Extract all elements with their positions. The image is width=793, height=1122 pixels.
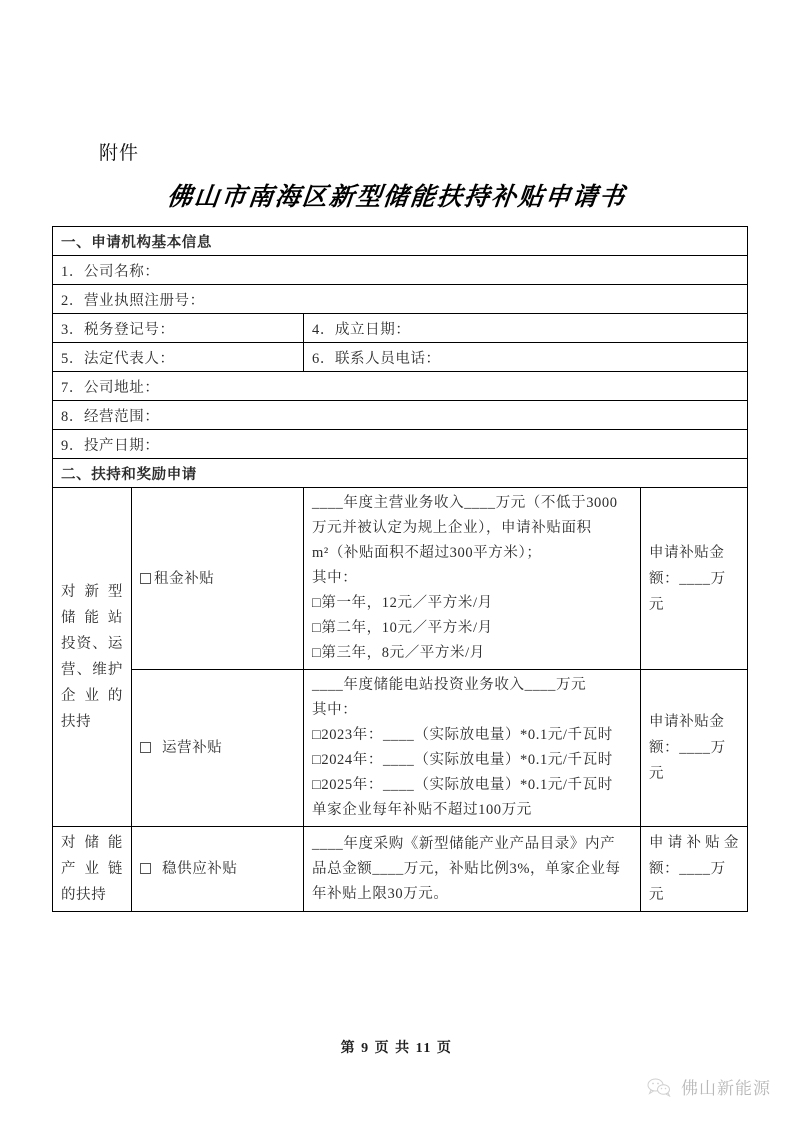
table-row <box>53 459 748 488</box>
checkbox-operation-subsidy[interactable] <box>140 742 151 753</box>
table-row <box>53 227 748 256</box>
category-line: 扶持 <box>61 714 92 730</box>
table-row <box>53 670 748 827</box>
amount-line: 申请补贴金 <box>649 544 725 561</box>
field-contact-phone[interactable]: 6．联系人员电话： <box>304 343 748 372</box>
checkbox-stable-supply-subsidy[interactable] <box>140 863 151 874</box>
category-line: 投资、运 <box>61 636 123 652</box>
subsidy-type-label: 运营补贴 <box>162 740 223 756</box>
detail-line: m²（补贴面积不超过300平方米）； <box>312 545 542 561</box>
amount-field-rent[interactable] <box>641 488 748 670</box>
detail-line: ____年度采购《新型储能产业产品目录》内产 <box>312 835 616 852</box>
detail-line: 年补贴上限30万元。 <box>312 885 449 902</box>
detail-line-option[interactable]: □第一年，12元／平方米/月 <box>312 595 493 611</box>
detail-line-option[interactable]: □2024年：____（实际放电量）*0.1元/千瓦时 <box>312 752 613 768</box>
watermark-label: 佛山新能源 <box>681 1079 771 1098</box>
amount-line: 申请补贴金 <box>649 714 725 730</box>
subsidy-type-rent[interactable] <box>132 488 304 670</box>
detail-line: 品总金额____万元，补贴比例3%，单家企业每 <box>312 860 621 877</box>
amount-line: 额：____万 <box>649 740 726 756</box>
amount-line: 元 <box>649 596 665 613</box>
page-title: 佛山市南海区新型储能扶持补贴申请书 <box>165 184 628 211</box>
checkbox-rent-subsidy[interactable] <box>140 573 151 584</box>
detail-line: ____年度储能电站投资业务收入____万元 <box>312 677 587 693</box>
subsidy-detail-rent[interactable] <box>304 488 641 670</box>
table-row <box>53 285 748 314</box>
table-row <box>53 488 748 670</box>
category-line: 对新型 <box>61 584 123 600</box>
field-production-date[interactable]: 9．投产日期： <box>53 430 748 459</box>
table-row <box>53 314 748 343</box>
subsidy-detail-operation[interactable] <box>304 670 641 827</box>
field-business-scope[interactable]: 8．经营范围： <box>53 401 748 430</box>
amount-line: 额：____万 <box>649 570 726 587</box>
table-row <box>53 827 748 912</box>
detail-line-option[interactable]: □2023年：____（实际放电量）*0.1元/千瓦时 <box>312 727 613 743</box>
detail-line: 其中： <box>312 570 358 586</box>
detail-line-option[interactable]: □2025年：____（实际放电量）*0.1元/千瓦时 <box>312 777 613 793</box>
table-row <box>53 372 748 401</box>
field-company-address[interactable]: 7．公司地址： <box>53 372 748 401</box>
section-one-heading: 一、申请机构基本信息 <box>53 227 748 256</box>
subsidy-type-label: 租金补贴 <box>154 570 215 587</box>
detail-line-option[interactable]: □第三年，8元／平方米/月 <box>312 645 485 661</box>
amount-line: 申请补贴金 <box>649 835 739 851</box>
wechat-logo-icon <box>646 1077 672 1097</box>
detail-line: 其中： <box>312 702 358 718</box>
section-two-heading: 二、扶持和奖励申请 <box>53 459 748 488</box>
category-name-industry-chain <box>53 827 132 912</box>
amount-line: 元 <box>649 766 665 782</box>
category-line: 的扶持 <box>61 887 107 903</box>
amount-line: 元 <box>649 887 665 903</box>
page-number-footer: 第 9 页 共 11 页 <box>340 1041 453 1056</box>
application-form-table <box>52 226 748 912</box>
table-row <box>53 401 748 430</box>
subsidy-detail-stable-supply[interactable] <box>304 827 641 912</box>
amount-field-stable-supply[interactable] <box>641 827 748 912</box>
category-line: 营、维护 <box>61 662 123 678</box>
detail-line: 单家企业每年补贴不超过100万元 <box>312 802 532 818</box>
subsidy-type-stable-supply[interactable] <box>132 827 304 912</box>
field-business-license-no[interactable]: 2．营业执照注册号： <box>53 285 748 314</box>
field-legal-representative[interactable]: 5．法定代表人： <box>53 343 304 372</box>
category-line: 企业的 <box>61 688 123 704</box>
amount-field-operation[interactable] <box>641 670 748 827</box>
detail-line: ____年度主营业务收入____万元（不低于3000 <box>312 495 618 511</box>
detail-line: 万元并被认定为规上企业），申请补贴面积 <box>312 520 592 536</box>
table-row <box>53 343 748 372</box>
subsidy-type-label: 稳供应补贴 <box>162 861 238 877</box>
detail-line-option[interactable]: □第二年，10元／平方米/月 <box>312 620 493 636</box>
table-row <box>53 256 748 285</box>
field-establish-date[interactable]: 4．成立日期： <box>304 314 748 343</box>
category-name-storage-station <box>53 488 132 827</box>
table-row <box>53 430 748 459</box>
field-tax-registration-no[interactable]: 3．税务登记号： <box>53 314 304 343</box>
category-line: 产业链 <box>61 861 123 877</box>
watermark <box>646 1074 771 1099</box>
attachment-label: 附件 <box>99 143 140 164</box>
field-company-name[interactable]: 1．公司名称： <box>53 256 748 285</box>
category-line: 对储能 <box>61 835 123 851</box>
amount-line: 额：____万 <box>649 861 726 877</box>
subsidy-type-operation[interactable] <box>132 670 304 827</box>
category-line: 储能站 <box>61 610 123 626</box>
